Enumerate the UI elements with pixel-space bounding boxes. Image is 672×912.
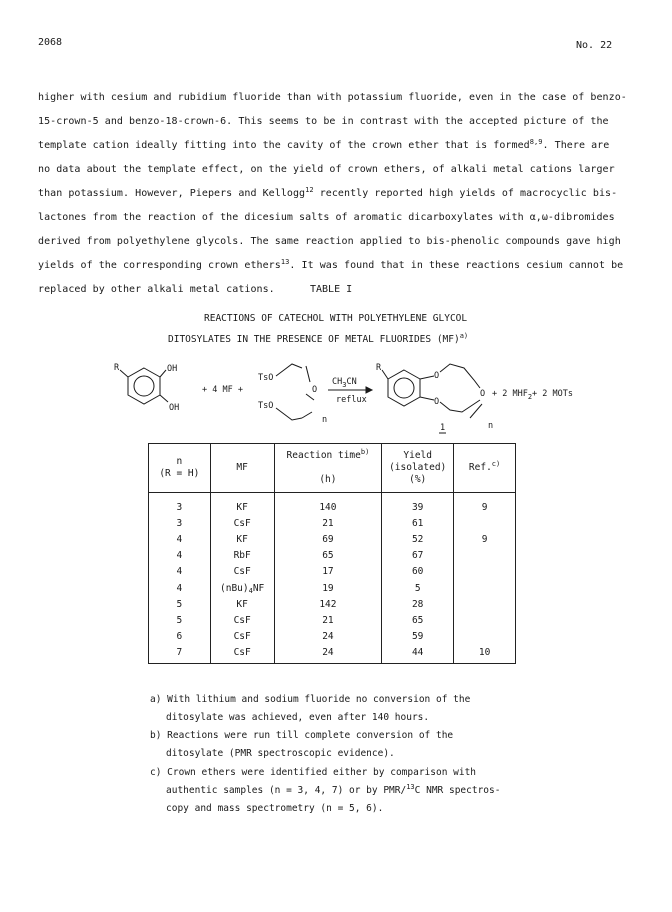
- table-row: [149, 548, 516, 564]
- product-oxygen-3: O: [480, 389, 486, 399]
- plus-metal-fluoride: + 4 MF +: [202, 385, 243, 395]
- body-line-4: no data about the template effect, on the yield of crown ethers, of alkali metal cations larger: [38, 164, 615, 175]
- header-time-unit: (h): [319, 474, 337, 485]
- table-row: [149, 515, 516, 531]
- tosylate-top: TsO: [258, 373, 274, 383]
- footnote-c-line-1: c) Crown ethers were identified either by comparison with: [150, 767, 477, 778]
- header-n: [149, 444, 211, 493]
- cell-mf-part: (nBu): [220, 582, 249, 594]
- cell-time: 21: [274, 612, 382, 628]
- cell-mf: CsF: [210, 564, 274, 580]
- catechol-structure: [120, 368, 168, 404]
- table-row: [149, 629, 516, 645]
- table-header-row: [149, 444, 516, 493]
- ether-oxygen: O: [312, 385, 318, 395]
- cell-time: 142: [274, 596, 382, 612]
- reaction-scheme: [100, 356, 620, 440]
- issue-number: No. 22: [576, 40, 613, 51]
- cell-n: 7: [149, 645, 211, 664]
- footnote-a-line-1: a) With lithium and sodium fluoride no conversion of the: [150, 694, 471, 705]
- reaction-arrow: [328, 387, 372, 393]
- cell-yield: 59: [382, 629, 454, 645]
- product-oxygen-2: O: [434, 397, 440, 407]
- hydroxy-top: OH: [167, 364, 178, 374]
- repeat-n-reactant: n: [322, 415, 328, 425]
- table-row: [149, 580, 516, 596]
- footnote-a-line-2-text: ditosylate was achieved, even after 140 hours.: [166, 712, 430, 723]
- solvent-tail: CN: [346, 377, 357, 387]
- cell-ref: [454, 548, 516, 564]
- cell-n: 3: [149, 493, 211, 516]
- body-line-5: [38, 188, 617, 199]
- cell-yield: 65: [382, 612, 454, 628]
- cell-mf: KF: [210, 531, 274, 547]
- cell-time: 140: [274, 493, 382, 516]
- cell-n: 5: [149, 612, 211, 628]
- cell-yield: 67: [382, 548, 454, 564]
- byproduct-mhf: + 2 MHF: [492, 389, 528, 399]
- cell-yield: 44: [382, 645, 454, 664]
- cell-time: 65: [274, 548, 382, 564]
- footnote-b-line-1: b) Reactions were run till complete conversion of the: [150, 730, 454, 741]
- table-title-line-2: [168, 334, 468, 345]
- footnote-c-line-3-text: copy and mass spectrometry (n = 5, 6).: [166, 803, 384, 814]
- body-line-1: higher with cesium and rubidium fluoride than with potassium fluoride, even in the case of benzo-: [38, 92, 627, 103]
- header-n-sub: (R = H): [159, 468, 200, 479]
- cell-ref: [454, 596, 516, 612]
- cell-mf-subscript: 4: [248, 586, 253, 595]
- table-row: [149, 596, 516, 612]
- cell-ref: [454, 564, 516, 580]
- cell-n: 4: [149, 564, 211, 580]
- footnote-b-line-2-text: ditosylate (PMR spectroscopic evidence).: [166, 748, 395, 759]
- table-row: [149, 531, 516, 547]
- cell-mf: KF: [210, 596, 274, 612]
- cell-n: 3: [149, 515, 211, 531]
- cell-mf: CsF: [210, 629, 274, 645]
- product-oxygen-1: O: [434, 371, 440, 381]
- cell-n: 4: [149, 548, 211, 564]
- cell-ref: [454, 515, 516, 531]
- header-ref: [454, 444, 516, 493]
- results-table: [148, 443, 516, 664]
- table-row: [149, 612, 516, 628]
- cell-n: 6: [149, 629, 211, 645]
- cell-mf: RbF: [210, 548, 274, 564]
- table-title-note: a): [459, 332, 469, 340]
- body-line-8-tail: . It was found that in these reactions cesium cannot be: [289, 260, 624, 271]
- table-row: [149, 493, 516, 516]
- header-yield-sub: (isolated): [389, 462, 447, 473]
- cell-mf: [210, 580, 274, 596]
- cell-ref: 10: [454, 645, 516, 664]
- table-title-text: DITOSYLATES IN THE PRESENCE OF METAL FLUORIDES (MF): [168, 334, 460, 345]
- header-time-label: Reaction time: [286, 450, 361, 461]
- citation-8-9: 8,9: [529, 138, 543, 146]
- solvent-main: CH: [332, 377, 343, 387]
- body-line-5-tail: recently reported high yields of macrocyclic bis-: [313, 188, 618, 199]
- tosylate-bottom: TsO: [258, 401, 274, 411]
- footnote-c-line-2-text: [166, 785, 500, 796]
- page-number: 2068: [38, 37, 63, 48]
- header-n-label: n: [176, 456, 183, 467]
- cell-n: 4: [149, 580, 211, 596]
- cell-yield: 52: [382, 531, 454, 547]
- body-line-5-text: than potassium. However, Piepers and Kellogg: [38, 188, 306, 199]
- solvent-label: [332, 377, 357, 389]
- body-line-8-text: yields of the corresponding crown ethers: [38, 260, 281, 271]
- header-yield-label: Yield: [403, 450, 432, 461]
- cell-time: 24: [274, 645, 382, 664]
- solvent-sub: 3: [342, 381, 347, 389]
- header-ref-label: Ref.: [468, 462, 492, 473]
- body-line-3-text: template cation ideally fitting into the cavity of the crown ether that is formed: [38, 140, 530, 151]
- cell-time: 17: [274, 564, 382, 580]
- cell-n: 4: [149, 531, 211, 547]
- cell-time: 21: [274, 515, 382, 531]
- body-line-6: lactones from the reaction of the dicesium salts of aromatic dicarboxylates with α,ω-dibromides: [38, 212, 615, 223]
- table-title-line-1: REACTIONS OF CATECHOL WITH POLYETHYLENE GLYCOL: [204, 313, 468, 324]
- cell-time: 69: [274, 531, 382, 547]
- body-line-2: 15-crown-5 and benzo-18-crown-6. This seems to be in contrast with the accepted picture of the: [38, 116, 609, 127]
- cell-yield: 61: [382, 515, 454, 531]
- header-time: [274, 444, 382, 493]
- cell-ref: 9: [454, 493, 516, 516]
- cell-ref: [454, 629, 516, 645]
- header-time-note: b): [360, 448, 370, 456]
- header-yield-unit: (%): [409, 474, 427, 485]
- table-row: [149, 564, 516, 580]
- reaction-condition: reflux: [336, 395, 367, 405]
- cell-yield: 39: [382, 493, 454, 516]
- header-ref-note: c): [491, 460, 501, 468]
- cell-ref: [454, 580, 516, 596]
- cell-yield: 28: [382, 596, 454, 612]
- cell-yield: 5: [382, 580, 454, 596]
- table-row: [149, 645, 516, 664]
- footnote-c-line-2-head: authentic samples (n = 3, 4, 7) or by PMR/: [166, 785, 407, 796]
- header-mf: MF: [210, 444, 274, 493]
- byproduct-sub: 2: [527, 393, 533, 401]
- body-line-3-tail: . There are: [542, 140, 610, 151]
- footnote-c-isotope: 13: [406, 783, 415, 791]
- cell-yield: 60: [382, 564, 454, 580]
- body-line-9: replaced by other alkali metal cations.: [38, 284, 275, 295]
- repeat-n-product: n: [488, 421, 494, 431]
- footnote-c-line-2-tail: C NMR spectros-: [414, 785, 501, 796]
- cell-time: 24: [274, 629, 382, 645]
- hydroxy-bottom: OH: [169, 403, 180, 413]
- cell-mf: CsF: [210, 612, 274, 628]
- product-substituent-r: R: [376, 363, 382, 373]
- cell-mf: KF: [210, 493, 274, 516]
- cell-mf-part: NF: [252, 582, 265, 594]
- cell-n: 5: [149, 596, 211, 612]
- ditosylate-chain: [276, 364, 314, 420]
- compound-number: 1: [440, 423, 446, 433]
- cell-ref: [454, 612, 516, 628]
- body-line-8: [38, 260, 623, 271]
- byproducts: [492, 389, 573, 401]
- cell-mf: CsF: [210, 515, 274, 531]
- citation-12: 12: [305, 186, 314, 194]
- header-yield: [382, 444, 454, 493]
- cell-mf: CsF: [210, 645, 274, 664]
- citation-13: 13: [280, 258, 290, 266]
- byproduct-mots: + 2 MOTs: [532, 389, 573, 399]
- cell-ref: 9: [454, 531, 516, 547]
- body-line-3: [38, 140, 609, 151]
- substituent-r: R: [114, 363, 120, 373]
- product-structure: [382, 364, 482, 418]
- body-line-7: derived from polyethylene glycols. The same reaction applied to bis-phenolic compounds gave high: [38, 236, 621, 247]
- table-label: TABLE I: [310, 284, 353, 295]
- cell-time: 19: [274, 580, 382, 596]
